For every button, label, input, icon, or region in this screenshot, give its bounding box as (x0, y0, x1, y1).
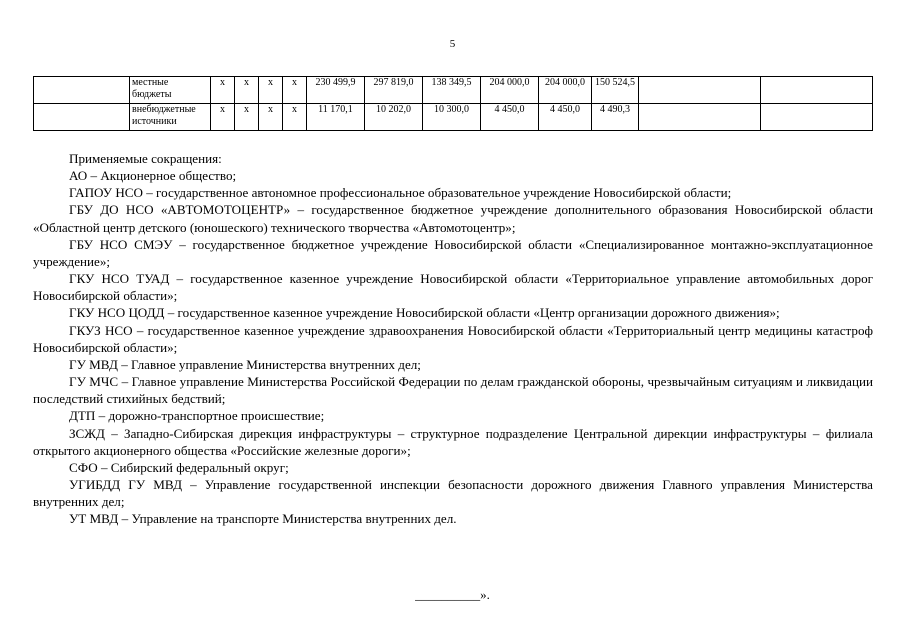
abbreviation-item: ГБУ НСО СМЭУ – государственное бюджетное учреждение Новосибирской области «Специализированное монтажно-эксплуатационное учреждение»; (33, 236, 873, 269)
abbreviation-item: ГУ МЧС – Главное управление Министерства Российской Федерации по делам гражданской обороны, чрезвычайным ситуациям и ликвидации последствий стихийных бедствий; (33, 374, 873, 407)
mark-cell: x (259, 77, 283, 104)
value-cell: 11 170,1 (307, 104, 365, 131)
value-cell: 10 300,0 (423, 104, 481, 131)
value-cell: 150 524,5 (592, 77, 639, 104)
page-number: 5 (449, 38, 456, 50)
source-label-local: местные бюджеты (130, 77, 211, 104)
table-cell-empty (34, 104, 130, 131)
abbreviation-item: ЗСЖД – Западно-Сибирская дирекция инфраструктуры – структурное подразделение Центральной дирекции инфраструктуры – филиала открытого акционерного общества «Российские железные дороги»; (33, 425, 873, 458)
value-cell: 297 819,0 (365, 77, 423, 104)
source-label-extrabudgetary: внебюджетные источники (130, 104, 211, 131)
abbreviation-item: ГКУ НСО ЦОДД – государственное казенное учреждение Новосибирской области «Центр организации дорожного движения»; (69, 305, 780, 321)
value-cell: 138 349,5 (423, 77, 481, 104)
abbreviations-heading: Применяемые сокращения: (69, 151, 222, 166)
value-cell: 4 490,3 (592, 104, 639, 131)
value-cell: 230 499,9 (307, 77, 365, 104)
table-cell-empty (34, 77, 130, 104)
closing-line: __________». (415, 587, 490, 602)
value-cell: 204 000,0 (481, 77, 539, 104)
abbreviation-item: АО – Акционерное общество; (69, 168, 237, 184)
abbreviation-item: ГКУ НСО ТУАД – государственное казенное учреждение Новосибирской области «Территориальное управление автомобильных дорог Новосибирской области»; (33, 271, 873, 304)
value-cell: 204 000,0 (539, 77, 592, 104)
budget-table (33, 76, 873, 131)
mark-cell: x (235, 104, 259, 131)
table-cell-empty (761, 77, 873, 104)
abbreviation-item: ГУ МВД – Главное управление Министерства внутренних дел; (69, 356, 421, 372)
value-cell: 4 450,0 (539, 104, 592, 131)
abbreviation-item: ГАПОУ НСО – государственное автономное профессиональное образовательное учреждение Новосибирской области; (69, 185, 732, 201)
abbreviation-item: УТ МВД – Управление на транспорте Министерства внутренних дел. (69, 511, 457, 527)
abbreviation-item: УГИБДД ГУ МВД – Управление государственной инспекции безопасности дорожного движения Главного управления Министерства внутренних дел; (33, 476, 873, 510)
table-cell-empty (761, 104, 873, 131)
mark-cell: x (235, 77, 259, 104)
table-cell-empty (639, 104, 761, 131)
mark-cell: x (211, 104, 235, 131)
table-row (34, 104, 873, 131)
abbreviation-item: СФО – Сибирский федеральный округ; (69, 459, 289, 475)
table-cell-empty (639, 77, 761, 104)
mark-cell: x (211, 77, 235, 104)
mark-cell: x (283, 77, 307, 104)
mark-cell: x (283, 104, 307, 131)
mark-cell: x (259, 104, 283, 131)
abbreviations-section (33, 150, 873, 527)
abbreviation-item: ДТП – дорожно-транспортное происшествие; (69, 408, 325, 424)
abbreviation-item: ГБУ ДО НСО «АВТОМОТОЦЕНТР» – государственное бюджетное учреждение дополнительного образования Новосибирской области «Областной центр детского (юношеского) технического творчества «Автомотоцентр»; (33, 202, 873, 235)
value-cell: 4 450,0 (481, 104, 539, 131)
table-row (34, 77, 873, 104)
value-cell: 10 202,0 (365, 104, 423, 131)
abbreviation-item: ГКУЗ НСО – государственное казенное учреждение здравоохранения Новосибирской области «Территориальный центр медицины катастроф Новосибирской области»; (33, 322, 873, 355)
